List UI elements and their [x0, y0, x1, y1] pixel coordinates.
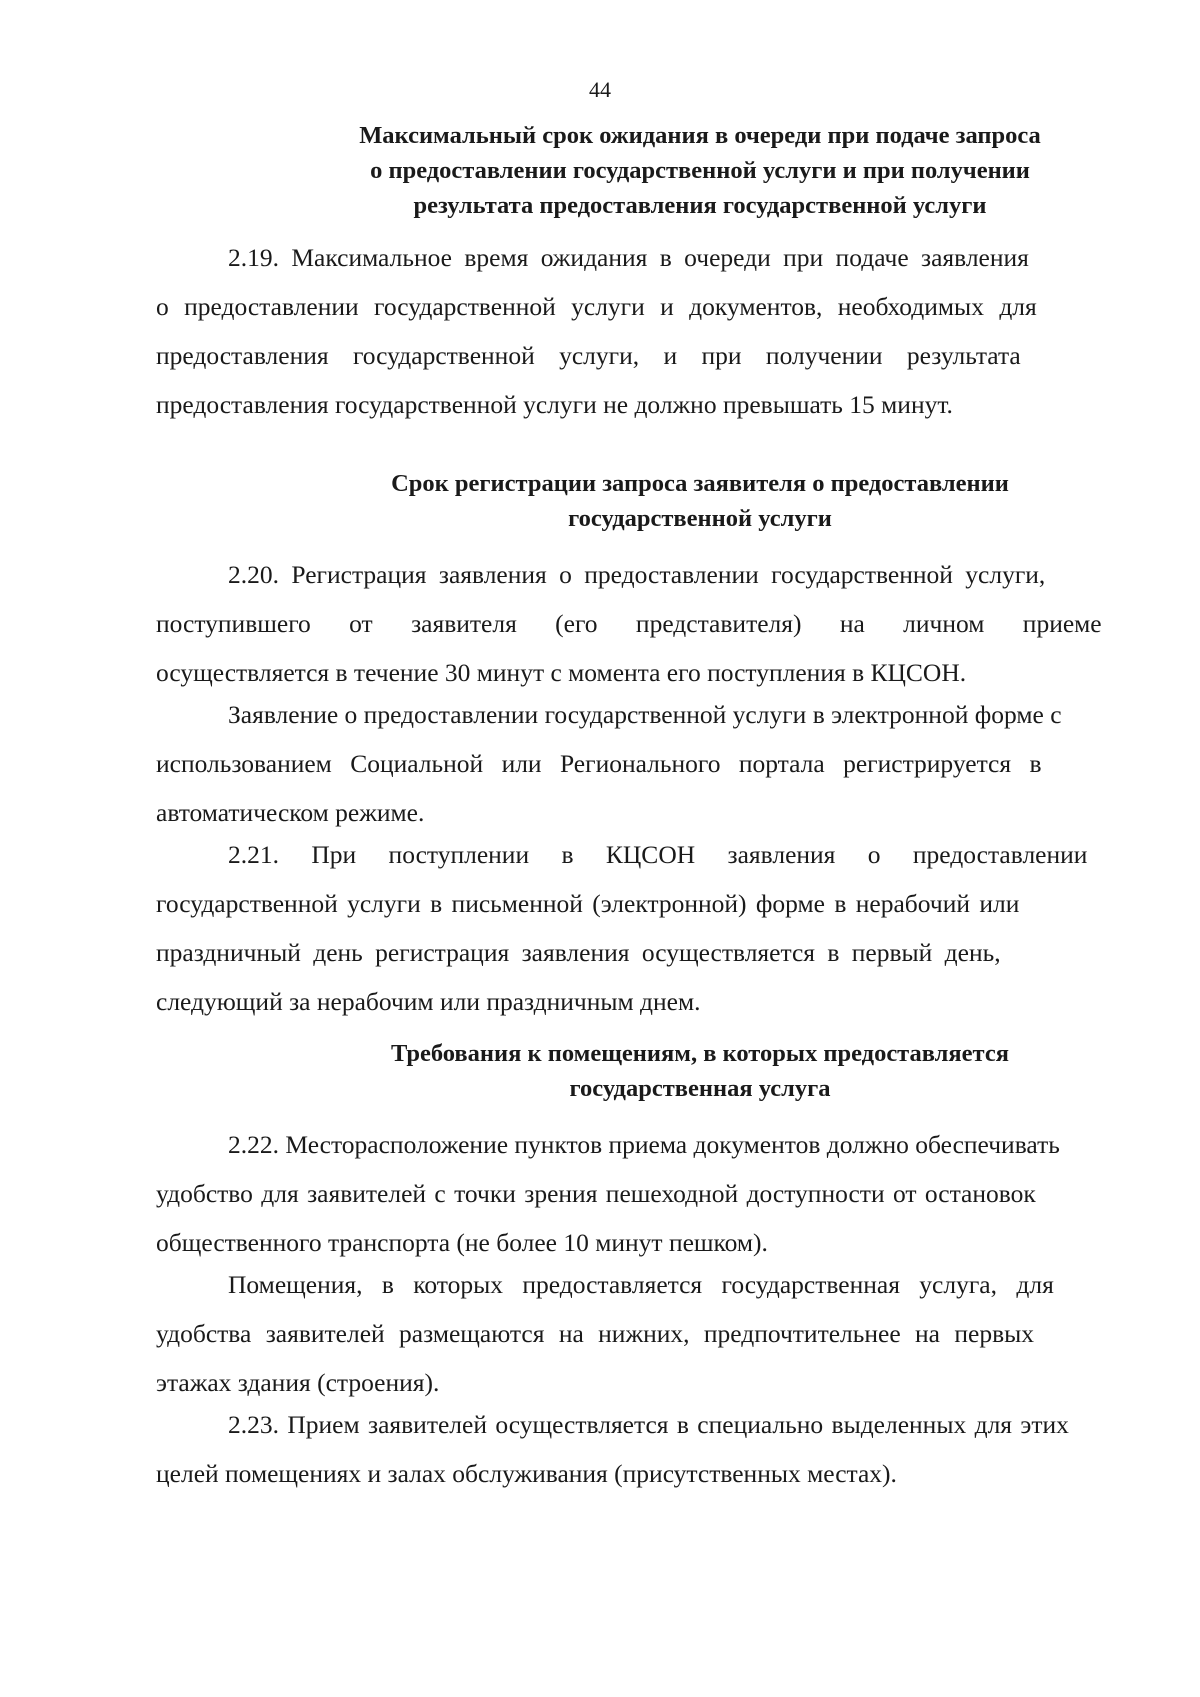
- paragraph-line: государственной услуги в письменной (электронной) форме в нерабочий или: [156, 889, 1020, 918]
- heading-line: о предоставлении государственной услуги и при получении: [370, 157, 1030, 184]
- paragraph-line: 2.23. Прием заявителей осуществляется в специально выделенных для этих: [228, 1410, 1069, 1439]
- heading-line: Максимальный срок ожидания в очереди при подаче запроса: [359, 122, 1041, 149]
- paragraph-line: 2.19. Максимальное время ожидания в очереди при подаче заявления: [228, 243, 1029, 272]
- paragraph-line: целей помещениях и залах обслуживания (присутственных местах).: [156, 1459, 897, 1488]
- page-number: 44: [589, 77, 611, 102]
- paragraph-line: автоматическом режиме.: [156, 798, 425, 827]
- paragraph-line: удобства заявителей размещаются на нижних, предпочтительнее на первых: [156, 1319, 1035, 1348]
- paragraph-line: предоставления государственной услуги не должно превышать 15 минут.: [156, 390, 953, 419]
- paragraph-line: удобство для заявителей с точки зрения пешеходной доступности от остановок: [156, 1179, 1036, 1208]
- section-heading-registration-term: [250, 466, 1150, 536]
- paragraph-2-22-premises: [156, 1260, 1160, 1407]
- heading-line: Требования к помещениям, в которых предоставляется: [390, 1040, 1010, 1067]
- paragraph-2-20-electronic: [156, 690, 1160, 837]
- paragraph-line: поступившего от заявителя (его представителя) на личном приеме: [156, 609, 1102, 638]
- heading-line: государственной услуги: [568, 505, 832, 532]
- paragraph-line: осуществляется в течение 30 минут с момента его поступления в КЦСОН.: [156, 658, 967, 687]
- paragraph-line: 2.21. При поступлении в КЦСОН заявления о предоставлении: [228, 840, 1088, 869]
- paragraph-line: этажах здания (строения).: [156, 1368, 440, 1397]
- paragraph-2-20: [156, 550, 1160, 697]
- paragraph-line: 2.22. Месторасположение пунктов приема документов должно обеспечивать: [228, 1130, 1060, 1159]
- paragraph-line: о предоставлении государственной услуги и документов, необходимых для: [156, 292, 1037, 321]
- paragraph-line: Помещения, в которых предоставляется государственная услуга, для: [228, 1270, 1054, 1299]
- paragraph-line: использованием Социальной или Регионального портала регистрируется в: [156, 749, 1042, 778]
- section-heading-premises-requirements: [250, 1036, 1150, 1106]
- heading-line: результата предоставления государственной услуги: [413, 192, 987, 219]
- paragraph-line: предоставления государственной услуги, и при получении результата: [156, 341, 1021, 370]
- paragraph-line: следующий за нерабочим или праздничным днем.: [156, 987, 701, 1016]
- paragraph-2-21: [156, 830, 1160, 1026]
- heading-line: государственная услуга: [569, 1075, 831, 1102]
- paragraph-line: 2.20. Регистрация заявления о предоставлении государственной услуги,: [228, 560, 1046, 589]
- paragraph-2-22: [156, 1120, 1160, 1267]
- paragraph-2-19: [156, 233, 1160, 429]
- heading-line: Срок регистрации запроса заявителя о предоставлении: [391, 470, 1009, 497]
- paragraph-2-23: [156, 1400, 1160, 1498]
- section-heading-max-wait-time: [250, 118, 1150, 223]
- paragraph-line: праздничный день регистрация заявления осуществляется в первый день,: [156, 938, 1001, 967]
- paragraph-line: общественного транспорта (не более 10 минут пешком).: [156, 1228, 768, 1257]
- paragraph-line: Заявление о предоставлении государственной услуги в электронной форме с: [228, 700, 1062, 729]
